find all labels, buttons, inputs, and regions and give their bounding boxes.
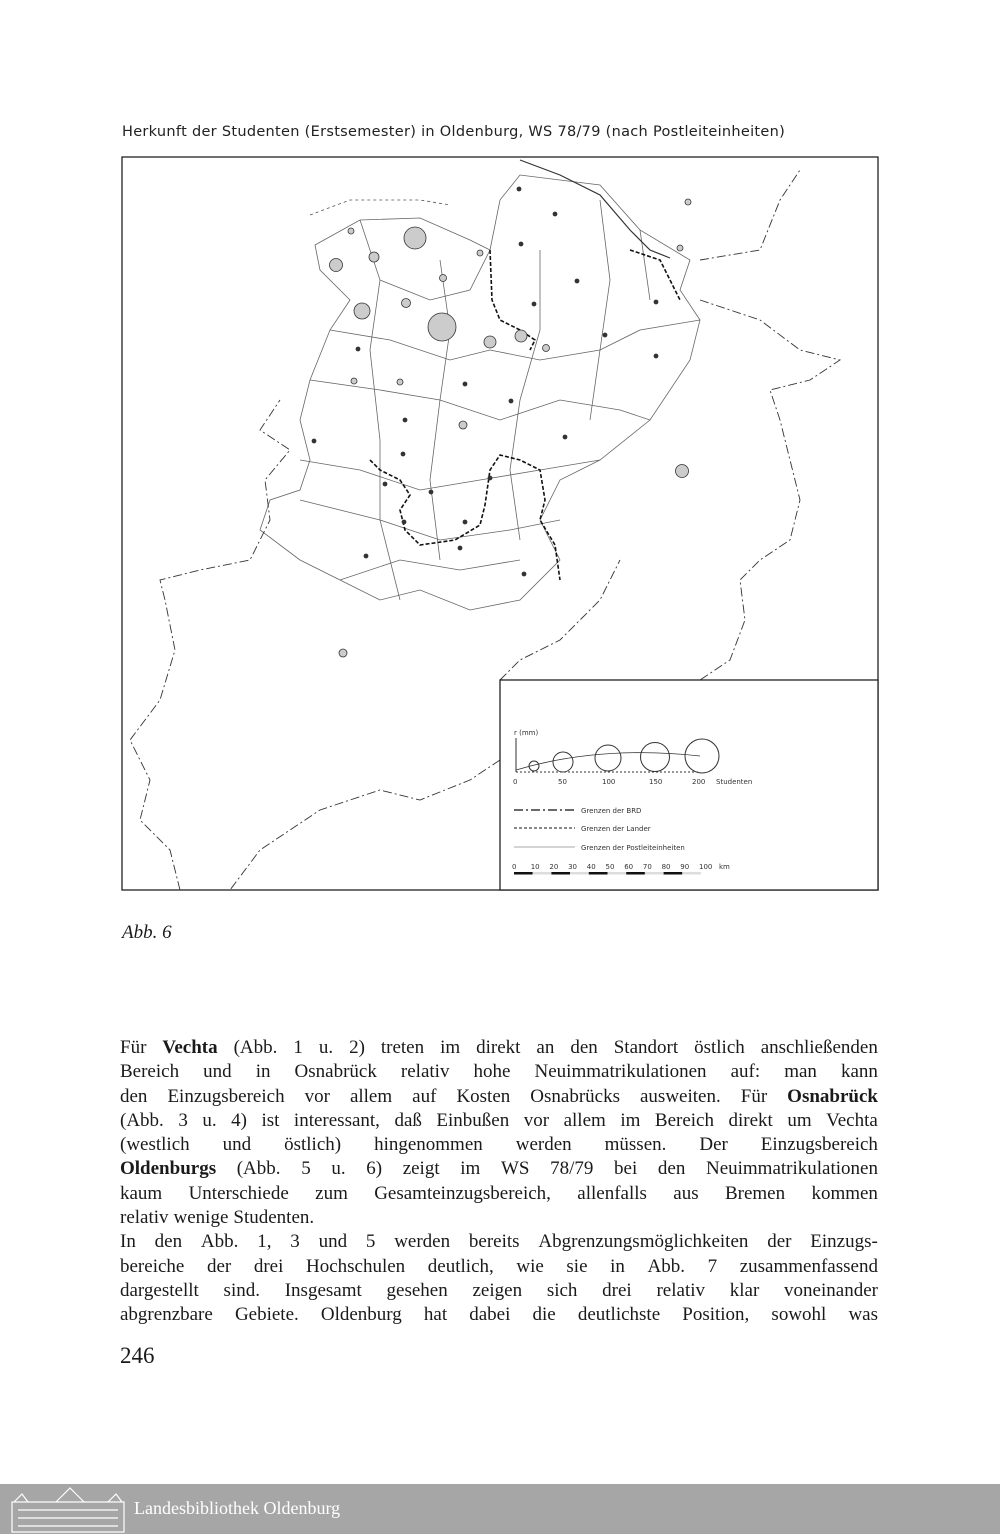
word: Bereich <box>654 1109 714 1131</box>
student-count-circle <box>522 572 526 576</box>
word: ausweiten. <box>640 1085 721 1107</box>
km-unit: km <box>719 863 730 871</box>
word: anschließenden <box>760 1037 878 1058</box>
word: und <box>203 1061 232 1083</box>
bold-place-name: Osnabrück <box>787 1085 878 1107</box>
km-tick: 80 <box>661 863 671 871</box>
scale-tick: 200 <box>692 778 706 786</box>
word: klar <box>729 1279 760 1301</box>
word: zusammenfassend <box>739 1255 878 1277</box>
km-bar-segment <box>608 872 627 875</box>
word: und <box>318 1231 348 1253</box>
word: kaum <box>120 1182 163 1204</box>
scale-tick: 100 <box>602 778 616 786</box>
word: den <box>154 1231 183 1253</box>
word: voneinander <box>784 1279 878 1301</box>
word: bei <box>614 1158 638 1180</box>
km-bar-segment <box>570 872 589 875</box>
student-count-circle <box>685 199 691 205</box>
km-bar-segment <box>645 872 664 875</box>
word: 7 <box>707 1255 718 1277</box>
word: wie <box>516 1255 544 1277</box>
legend-axis-label: r (mm) <box>514 729 539 737</box>
student-count-circle <box>397 379 403 385</box>
student-count-circle <box>515 330 527 342</box>
word: allem <box>349 1085 393 1107</box>
word: 5 <box>301 1158 311 1180</box>
word: Osnabrück <box>294 1061 377 1083</box>
word: direkt <box>476 1037 521 1058</box>
text-line <box>120 1060 878 1084</box>
word: werden <box>515 1134 572 1156</box>
word: relativ <box>656 1279 705 1301</box>
student-count-circle <box>477 250 483 256</box>
km-bar-segment <box>533 872 552 875</box>
word: 3 <box>178 1109 188 1131</box>
word: den <box>657 1158 686 1180</box>
state-boundaries <box>370 250 680 580</box>
word: allem <box>563 1109 606 1131</box>
word: 78/79 <box>550 1158 594 1180</box>
word: abgrenzbare <box>120 1304 213 1326</box>
km-tick: 50 <box>605 863 615 871</box>
word: Studenten. <box>233 1207 315 1229</box>
word: u. <box>331 1158 346 1180</box>
word: u. <box>202 1109 217 1131</box>
word: hat <box>423 1304 448 1326</box>
word: sind. <box>223 1279 260 1301</box>
word: kommen <box>811 1182 878 1204</box>
word: auf: <box>730 1061 761 1083</box>
word: drei <box>253 1255 284 1277</box>
text-line <box>120 1255 878 1279</box>
km-tick: 60 <box>624 863 634 871</box>
word: treten <box>380 1037 425 1058</box>
word: den <box>120 1085 148 1107</box>
word: 5 <box>365 1231 376 1253</box>
text-line <box>120 1303 878 1327</box>
word: in <box>255 1061 271 1083</box>
library-name: Landesbibliothek Oldenburg <box>134 1498 341 1518</box>
word: dabei <box>469 1304 511 1326</box>
km-tick: 10 <box>530 863 540 871</box>
word: im <box>460 1158 481 1180</box>
student-count-circle <box>429 490 433 494</box>
postal-region-boundaries <box>260 175 700 610</box>
student-count-circle <box>401 452 405 456</box>
word: Der <box>699 1134 728 1156</box>
bold-place-name: Vechta <box>162 1037 218 1058</box>
word: sie <box>566 1255 588 1277</box>
student-count-circle <box>339 649 347 657</box>
scale-unit: Studenten <box>716 778 753 786</box>
word: (Abb. <box>120 1109 164 1131</box>
word: dargestellt <box>120 1279 199 1301</box>
word: an <box>536 1037 555 1058</box>
scale-tick: 50 <box>558 778 567 786</box>
library-footer <box>0 1484 1000 1534</box>
word: müssen. <box>604 1134 667 1156</box>
map-title: Herkunft der Studenten (Erstsemester) in Oldenburg, WS 78/79 (nach Postleiteinheiten) <box>122 124 786 140</box>
word: interessant, <box>293 1109 380 1131</box>
student-count-circle <box>676 465 689 478</box>
library-building-logo <box>8 1484 128 1534</box>
student-count-circle <box>428 313 456 341</box>
word: Standort <box>613 1037 679 1058</box>
word: um <box>787 1109 812 1131</box>
km-tick: 100 <box>699 863 713 871</box>
word: vor <box>523 1109 550 1131</box>
word: 3 <box>290 1231 300 1253</box>
student-count-circle <box>677 245 683 251</box>
word: ist <box>261 1109 280 1131</box>
student-count-circle <box>509 399 513 403</box>
student-count-circle <box>575 279 579 283</box>
text-line <box>120 1133 878 1157</box>
student-count-circle <box>458 546 462 550</box>
student-count-circle <box>654 354 658 358</box>
word: die <box>532 1304 556 1326</box>
student-count-circle <box>440 275 447 282</box>
km-tick: 40 <box>586 863 596 871</box>
text-line <box>120 1279 878 1303</box>
km-bar-segment <box>682 872 701 875</box>
word: werden <box>394 1231 451 1253</box>
word: Einbußen <box>436 1109 510 1131</box>
word: man <box>784 1061 817 1083</box>
word: 2) <box>349 1037 365 1058</box>
word: deutlichste <box>577 1304 661 1326</box>
scale-tick: 0 <box>513 778 518 786</box>
word: östlich <box>694 1037 745 1058</box>
word: allenfalls <box>577 1182 647 1204</box>
km-bar-segment <box>551 872 570 875</box>
word: sowohl <box>771 1304 827 1326</box>
word: Oldenburg <box>320 1304 402 1326</box>
km-bar-segment <box>514 872 533 875</box>
text-line <box>120 1109 878 1133</box>
student-count-circle <box>330 259 343 272</box>
km-bar-segment <box>589 872 608 875</box>
word: der <box>206 1255 232 1277</box>
word: Neuimmatrikulationen <box>705 1158 878 1180</box>
student-count-circle <box>517 187 521 191</box>
student-count-circle <box>603 333 607 337</box>
word: bereits <box>468 1231 520 1253</box>
word: relativ <box>400 1061 450 1083</box>
word: Einzugsbereich <box>167 1085 285 1107</box>
text-line <box>120 1206 878 1230</box>
student-count-circle <box>459 421 467 429</box>
page-number: 246 <box>120 1343 155 1368</box>
student-count-circle <box>553 212 557 216</box>
text-line <box>120 1157 878 1181</box>
word: 1, <box>257 1231 272 1253</box>
student-count-circle <box>356 347 360 351</box>
student-count-circle <box>519 242 523 246</box>
word: Einzugsbereich <box>760 1134 878 1156</box>
student-count-circle <box>351 378 357 384</box>
figure-caption: Abb. 6 <box>122 922 172 943</box>
word: kann <box>840 1061 878 1083</box>
word: In <box>120 1231 136 1253</box>
word: Für <box>120 1037 147 1058</box>
word: WS <box>500 1158 530 1180</box>
word: auf <box>412 1085 437 1107</box>
bold-place-name: Oldenburgs <box>120 1158 217 1180</box>
text-line <box>120 1085 878 1109</box>
word: Unterschiede <box>188 1182 289 1204</box>
student-count-circle <box>364 554 368 558</box>
km-bar-segment <box>626 872 645 875</box>
word: sich <box>546 1279 578 1301</box>
word: 6) <box>366 1158 383 1180</box>
student-count-circle <box>402 520 406 524</box>
km-tick: 70 <box>642 863 652 871</box>
student-count-circle <box>488 476 492 480</box>
km-tick: 20 <box>549 863 559 871</box>
student-count-circle <box>543 345 550 352</box>
word: aus <box>673 1182 699 1204</box>
student-count-circle <box>532 302 536 306</box>
word: im <box>620 1109 641 1131</box>
word: deutlich, <box>427 1255 494 1277</box>
word: hohe <box>473 1061 511 1083</box>
km-tick: 0 <box>512 863 517 871</box>
word: Gebiete. <box>234 1304 299 1326</box>
word: im <box>440 1037 461 1058</box>
word: in <box>610 1255 625 1277</box>
word: Kosten <box>456 1085 511 1107</box>
word: zeigen <box>472 1279 523 1301</box>
word: Für <box>740 1085 768 1107</box>
word: bereiche <box>120 1255 185 1277</box>
legend-brd: Grenzen der BRD <box>581 807 642 815</box>
body-text <box>120 1036 878 1328</box>
student-count-circle <box>403 418 407 422</box>
km-bar-segment <box>664 872 683 875</box>
text-line <box>120 1182 878 1206</box>
text-line <box>120 1230 878 1254</box>
word: zum <box>315 1182 348 1204</box>
student-circles <box>312 187 691 657</box>
word: Vechta <box>826 1109 878 1131</box>
word: Osnabrücks <box>530 1085 620 1107</box>
word: Neuimmatrikulationen <box>534 1061 707 1083</box>
legend-laender: Grenzen der Lander <box>581 825 651 833</box>
word: (Abb. <box>236 1158 281 1180</box>
text-line <box>120 1036 878 1060</box>
legend-postleit: Grenzen der Postleiteinheiten <box>581 844 685 852</box>
legend-box <box>500 680 878 890</box>
student-count-circle <box>463 382 467 386</box>
word: (westlich <box>120 1134 190 1156</box>
word: gesehen <box>386 1279 448 1301</box>
word: Abb. <box>200 1231 239 1253</box>
word: 4) <box>231 1109 247 1131</box>
scale-tick: 150 <box>649 778 663 786</box>
word: drei <box>602 1279 632 1301</box>
word: Bremen <box>724 1182 786 1204</box>
student-count-circle <box>354 303 370 319</box>
coastline-islands <box>310 200 450 215</box>
word: Gesamteinzugsbereich, <box>374 1182 551 1204</box>
word: den <box>570 1037 598 1058</box>
student-count-circle <box>348 228 354 234</box>
student-count-circle <box>484 336 496 348</box>
km-tick: 90 <box>680 863 690 871</box>
word: was <box>848 1304 878 1326</box>
km-tick: 30 <box>568 863 578 871</box>
student-count-circle <box>312 439 316 443</box>
student-count-circle <box>404 227 426 249</box>
student-count-circle <box>654 300 658 304</box>
word: Insgesamt <box>284 1279 362 1301</box>
word: Einzugs- <box>810 1231 878 1253</box>
word: Bereich <box>120 1061 180 1083</box>
word: (Abb. <box>233 1037 278 1058</box>
word: Position, <box>682 1304 750 1326</box>
word: Abgrenzungsmöglichkeiten <box>538 1231 749 1253</box>
word: vor <box>304 1085 330 1107</box>
river-elbe <box>520 160 670 258</box>
student-count-circle <box>402 299 411 308</box>
word: zeigt <box>402 1158 440 1180</box>
word: direkt <box>728 1109 773 1131</box>
word: wenige <box>173 1207 229 1229</box>
word: daß <box>394 1109 422 1131</box>
student-count-circle <box>563 435 567 439</box>
word: Abb. <box>647 1255 685 1277</box>
student-count-circle <box>463 520 467 524</box>
word: relativ <box>120 1207 169 1229</box>
word: u. <box>318 1037 334 1058</box>
word: Hochschulen <box>305 1255 406 1277</box>
student-count-circle <box>369 252 379 262</box>
word: und <box>222 1134 252 1156</box>
word: hingenommen <box>374 1134 483 1156</box>
student-count-circle <box>383 482 387 486</box>
word: der <box>767 1231 792 1253</box>
word: östlich) <box>284 1134 342 1156</box>
word: 1 <box>293 1037 303 1058</box>
